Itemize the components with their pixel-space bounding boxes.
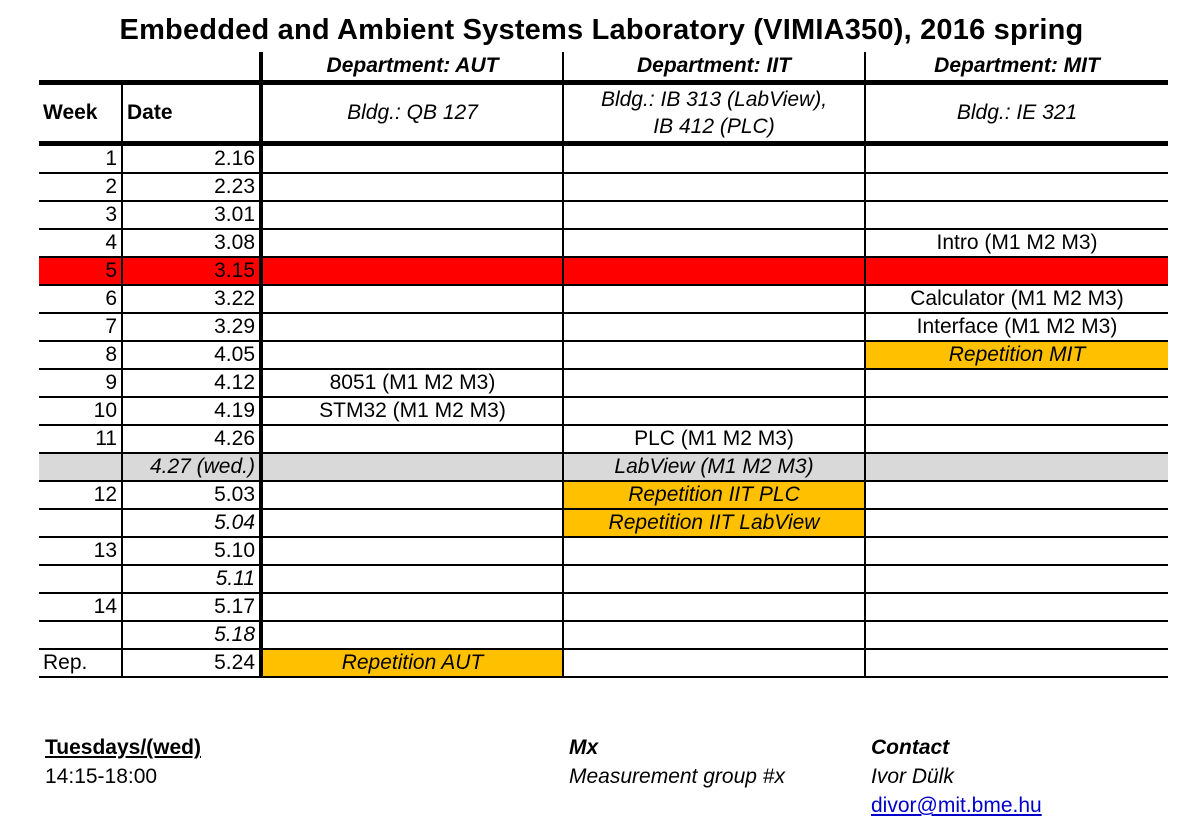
table-row: 3 3.01 [39,201,1168,229]
legend-block [569,733,785,791]
date-column-header: Date [122,82,261,143]
mit-building: Bldg.: IE 321 [865,82,1168,143]
contact-name: Ivor Dülk [871,765,954,788]
table-row: 5.04 Repetition IIT LabView [39,509,1168,537]
table-row: 4 3.08 Intro (M1 M2 M3) [39,229,1168,257]
legend-text: Measurement group #x [569,765,785,788]
contact-email-link[interactable]: divor@mit.bme.hu [871,794,1042,817]
table-row: 6 3.22 Calculator (M1 M2 M3) [39,285,1168,313]
table-row: Rep. 5.24 Repetition AUT [39,649,1168,677]
contact-heading: Contact [871,736,950,759]
table-row: 7 3.29 Interface (M1 M2 M3) [39,313,1168,341]
table-row: 10 4.19 STM32 (M1 M2 M3) [39,397,1168,425]
dept-mit-heading: Department: MIT [865,52,1168,82]
table-row: 1 2.16 [39,143,1168,173]
dept-aut-heading: Department: AUT [261,52,563,82]
table-row: 4.27 (wed.) LabView (M1 M2 M3) [39,453,1168,481]
table-row: 2 2.23 [39,173,1168,201]
dept-iit-heading: Department: IIT [563,52,865,82]
contact-block [871,733,1042,820]
page-title: Embedded and Ambient Systems Laboratory (VIMIA350), 2016 spring [119,14,1084,46]
aut-building: Bldg.: QB 127 [261,82,563,143]
department-header-row [39,52,1168,82]
time-value: 14:15-18:00 [45,765,158,788]
week-column-header: Week [39,82,122,143]
time-heading: Tuesdays/(wed) [45,736,201,759]
legend-heading: Mx [569,736,599,759]
schedule-time-block [45,733,201,791]
table-row: 5.18 [39,621,1168,649]
table-row: 14 5.17 [39,593,1168,621]
column-header-row [39,82,1168,143]
table-row: 13 5.10 [39,537,1168,565]
highlighted-row: 5 3.15 [39,257,1168,285]
table-row: 5.11 [39,565,1168,593]
table-row: 12 5.03 Repetition IIT PLC [39,481,1168,509]
table-row: 9 4.12 8051 (M1 M2 M3) [39,369,1168,397]
schedule-table [39,52,1168,678]
table-row: 8 4.05 Repetition MIT [39,341,1168,369]
iit-building: Bldg.: IB 313 (LabView), IB 412 (PLC) [563,82,865,143]
table-row: 11 4.26 PLC (M1 M2 M3) [39,425,1168,453]
